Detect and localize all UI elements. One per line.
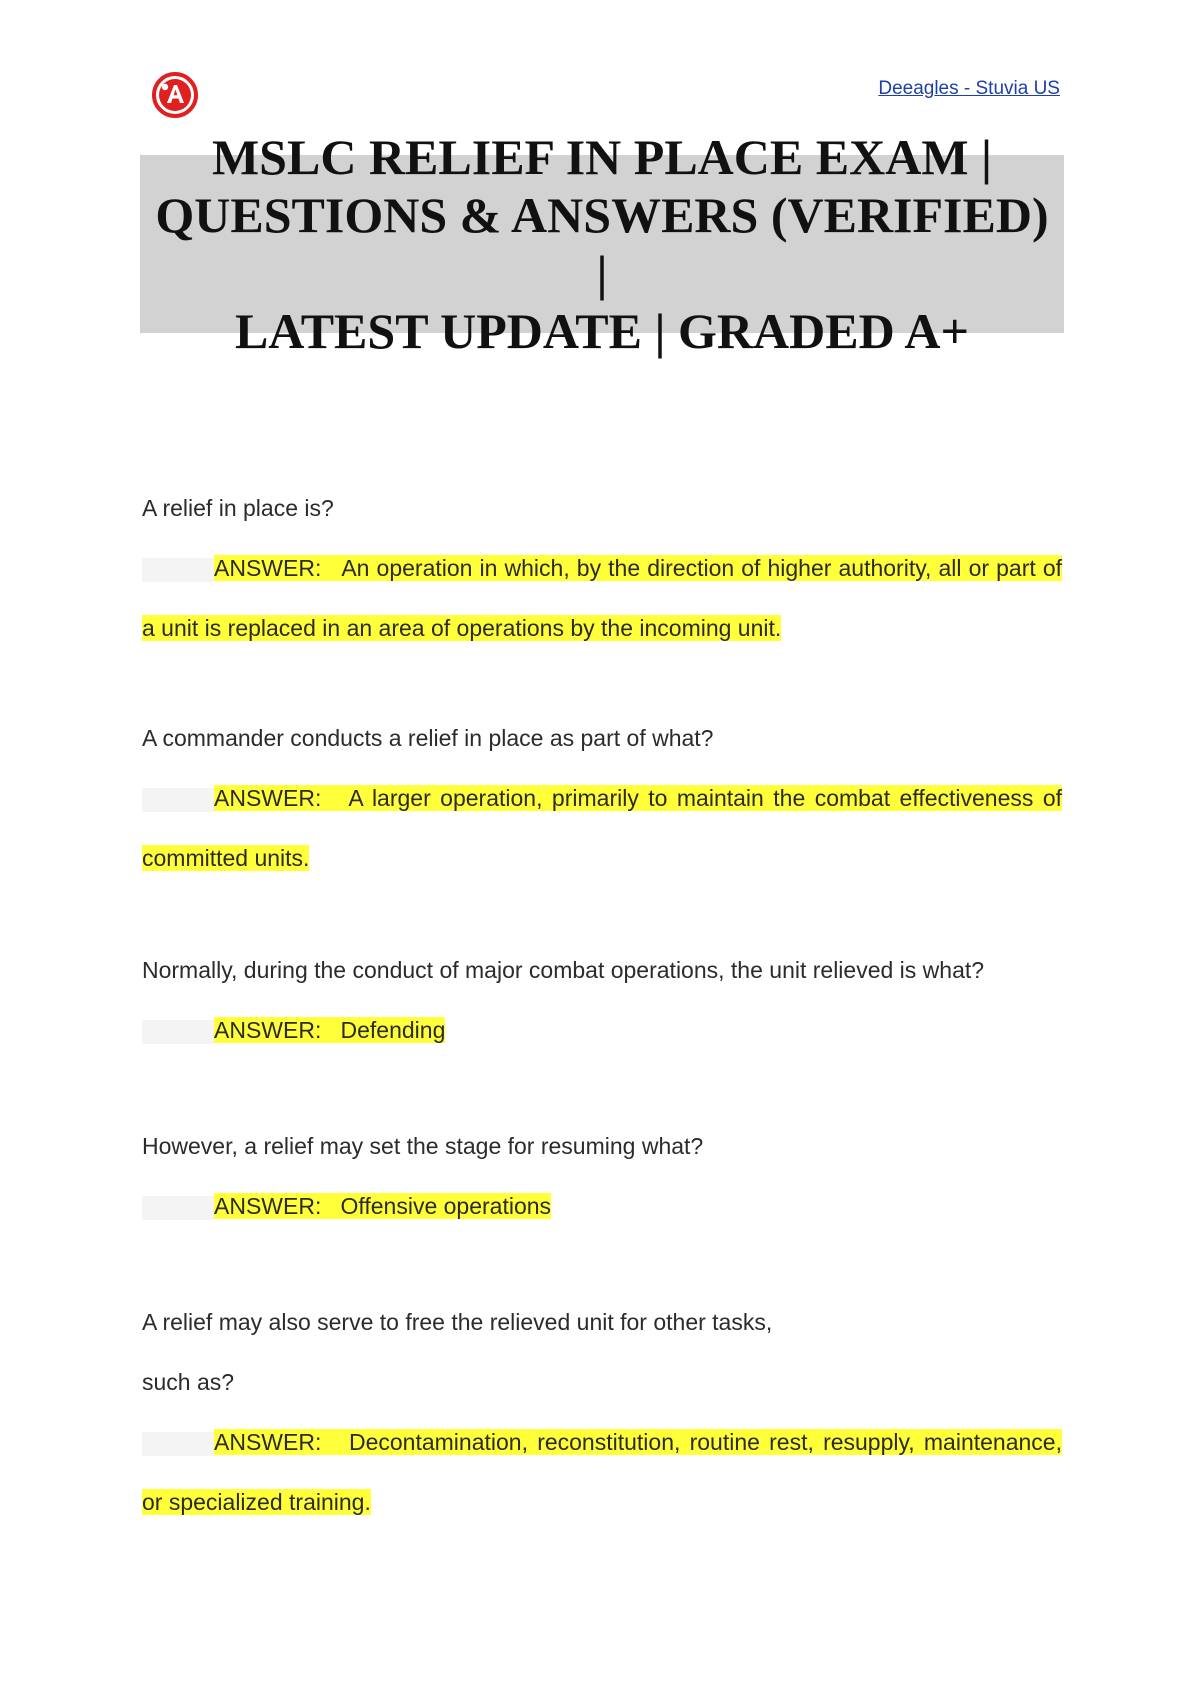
answer-indent: [142, 1020, 214, 1044]
answer-label: ANSWER:: [214, 1429, 322, 1455]
spacer: [142, 658, 1062, 708]
publisher-logo-icon: [150, 70, 200, 120]
answer-text: [142, 768, 1062, 888]
title-line-2: QUESTIONS & ANSWERS (VERIFIED) |: [155, 187, 1049, 301]
answer-indent: [142, 558, 214, 582]
answer-spacer: [321, 1193, 340, 1219]
qa-item: [142, 1116, 1062, 1236]
qa-item: [142, 1292, 1062, 1532]
answer-indent: [142, 1432, 214, 1456]
title-line-1: MSLC RELIEF IN PLACE EXAM |: [211, 129, 993, 185]
answer-text: [142, 1000, 1062, 1060]
question-line-1: A relief may also serve to free the relieved unit for other tasks,: [142, 1309, 773, 1335]
question-text: A commander conducts a relief in place as part of what?: [142, 725, 714, 751]
document-title: [152, 128, 1052, 360]
title-line-3: LATEST UPDATE | GRADED A+: [234, 303, 970, 359]
spacer: [142, 1060, 1062, 1116]
publisher-link[interactable]: Deeagles - Stuvia US: [878, 78, 1060, 99]
answer-indent: [142, 788, 214, 812]
answer-body: Offensive operations: [340, 1193, 552, 1219]
answer-indent: [142, 1196, 214, 1220]
answer-label: ANSWER:: [214, 555, 322, 581]
answer-spacer: [321, 1017, 340, 1043]
qa-item: [142, 478, 1062, 658]
answer-spacer: [321, 1429, 349, 1455]
answer-body: Defending: [340, 1017, 446, 1043]
answer-body: An operation in which, by the direction of higher authority, all or part of a unit is replaced in an area of operations by the incoming unit.: [142, 555, 1063, 641]
spacer: [142, 888, 1062, 940]
answer-text: [142, 538, 1062, 658]
answer-spacer: [321, 785, 348, 811]
answer-label: ANSWER:: [214, 785, 322, 811]
answer-spacer: [321, 555, 341, 581]
question-text: Normally, during the conduct of major combat operations, the unit relieved is what?: [142, 957, 985, 983]
question-text: However, a relief may set the stage for resuming what?: [142, 1133, 704, 1159]
answer-body: Decontamination, reconstitution, routine rest, resupply, maintenance, or specialized training.: [142, 1429, 1062, 1515]
qa-item: [142, 940, 1062, 1060]
question-text: [142, 1292, 1062, 1412]
qa-item: [142, 708, 1062, 888]
spacer: [142, 1236, 1062, 1292]
title-banner: [140, 129, 1064, 359]
answer-text: [142, 1176, 1062, 1236]
qa-list: [142, 478, 1062, 1532]
answer-body: A larger operation, primarily to maintain the combat effectiveness of committed units.: [142, 785, 1063, 871]
answer-text: [142, 1412, 1062, 1532]
answer-label: ANSWER:: [214, 1017, 322, 1043]
answer-label: ANSWER:: [214, 1193, 322, 1219]
question-line-2: such as?: [142, 1369, 235, 1395]
question-text: A relief in place is?: [142, 495, 334, 521]
logo-graphic: [150, 70, 200, 120]
